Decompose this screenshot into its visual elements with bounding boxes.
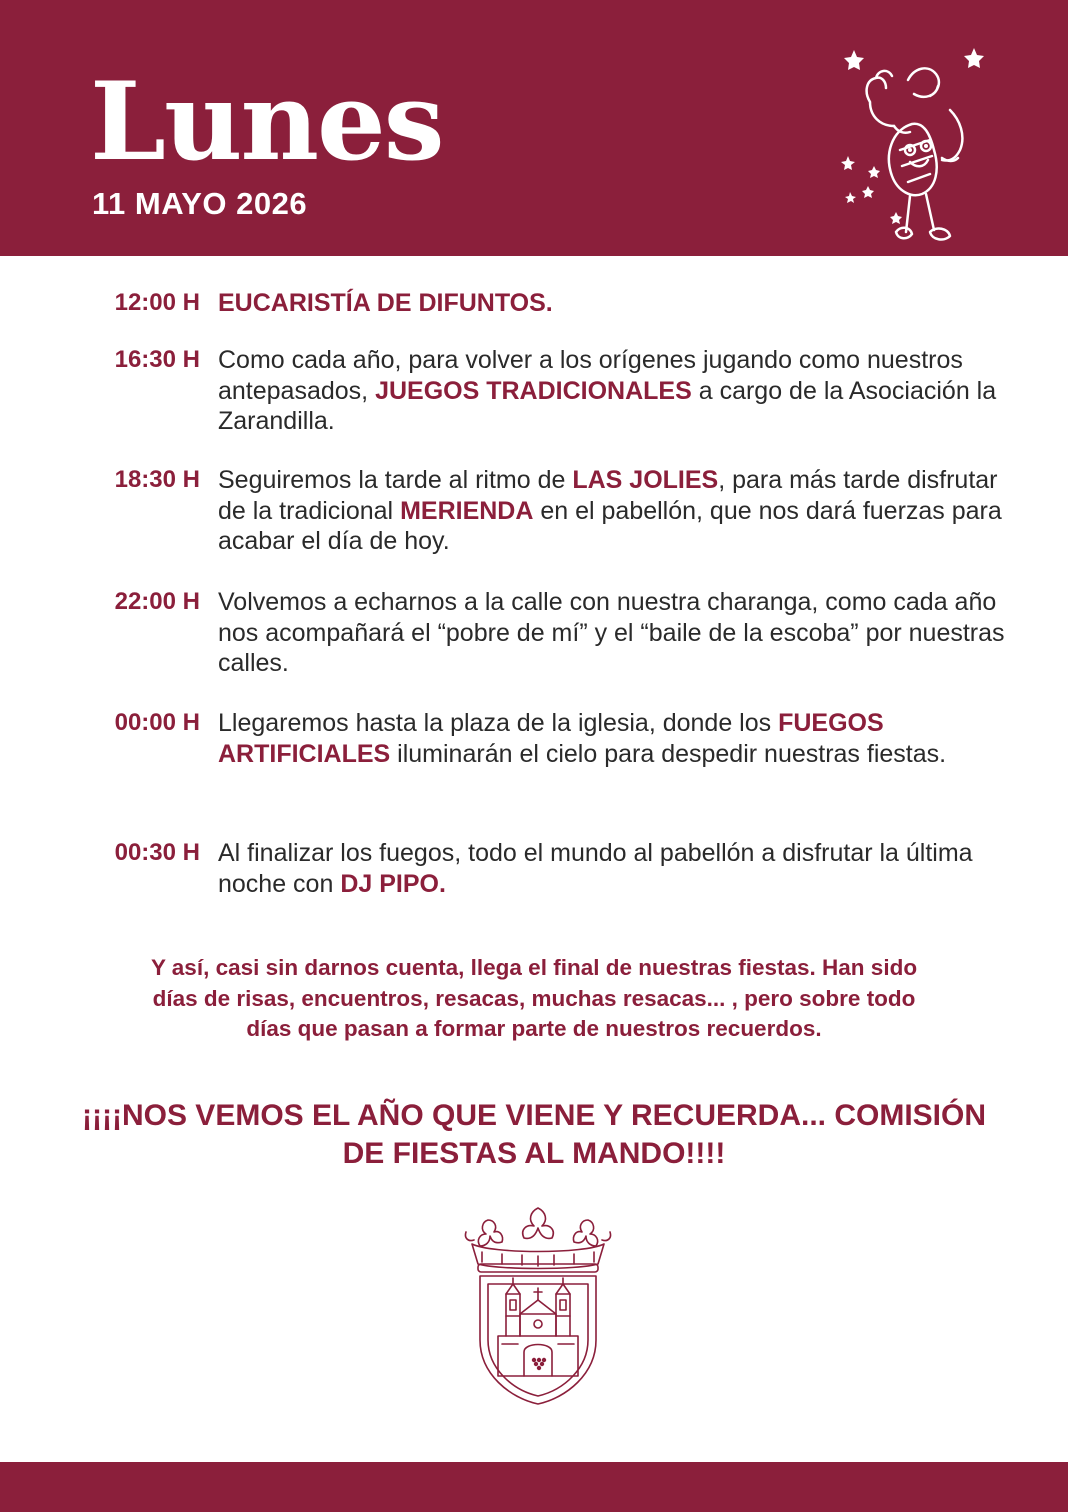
star-icon <box>868 166 880 178</box>
event-highlight: FUEGOS ARTIFICIALES <box>218 709 884 768</box>
star-icon <box>890 212 902 224</box>
star-icon <box>862 186 874 198</box>
coat-of-arms-icon <box>458 1204 618 1408</box>
event-text: , para más tarde disfrutar de la tradicional <box>218 466 998 525</box>
event-highlight: LAS JOLIES <box>572 466 719 494</box>
event-time: 18:30 H <box>114 466 200 493</box>
event-text: Seguiremos la tarde al ritmo de <box>218 466 573 494</box>
event-text: iluminarán el cielo para despedir nuestras fiestas. <box>390 739 947 768</box>
star-icon <box>841 156 855 170</box>
star-icon <box>845 192 856 203</box>
mascot-illustration <box>830 40 1000 256</box>
event-time: 22:00 H <box>114 588 200 615</box>
event-time: 12:00 H <box>114 289 200 316</box>
event-highlight: DJ PIPO. <box>340 869 446 898</box>
farewell-slogan: ¡¡¡¡NOS VEMOS EL AÑO QUE VIENE Y RECUERDA... COMISIÓN DE FIESTAS AL MANDO!!!! <box>82 1099 986 1170</box>
event-time: 00:00 H <box>114 709 200 736</box>
event-description <box>218 465 1008 557</box>
event-text: Volvemos a echarnos a la calle con nuestra charanga, como cada año nos acompañará el “pobre de mí” y el “baile de la escoba” por nuestras calles. <box>218 588 1005 677</box>
event-text: Al finalizar los fuegos, todo el mundo al pabellón a disfrutar la última noche con <box>218 839 973 898</box>
event-text: Llegaremos hasta la plaza de la iglesia, donde los <box>218 709 779 737</box>
event-highlight: EUCARISTÍA DE DIFUNTOS. <box>218 289 553 317</box>
event-time: 00:30 H <box>114 839 200 866</box>
event-highlight: MERIENDA <box>400 496 534 525</box>
header-band <box>0 0 1068 256</box>
star-icon <box>964 48 984 68</box>
closing-message: Y así, casi sin darnos cuenta, llega el final de nuestras fiestas. Han sido días de risas, encuentros, resacas, muchas resacas... , pero sobre todo días que pasan a formar parte de nuestros recuerdos. <box>150 955 918 1041</box>
event-text: Como cada año, para volver a los orígenes jugando como nuestros antepasados, <box>218 346 963 405</box>
event-time: 16:30 H <box>114 346 200 373</box>
event-description <box>218 838 1008 899</box>
footer-band <box>0 1462 1068 1512</box>
event-description <box>218 288 1008 319</box>
event-description <box>218 587 1008 679</box>
event-description <box>218 345 1008 437</box>
event-description <box>218 708 1008 769</box>
event-text: a cargo de la Asociación la Zarandilla. <box>218 376 997 435</box>
page-title: Lunes <box>90 59 443 185</box>
event-date: 11 MAYO 2026 <box>92 186 308 221</box>
star-icon <box>844 50 864 70</box>
event-highlight: JUEGOS TRADICIONALES <box>375 376 692 405</box>
event-text: en el pabellón, que nos dará fuerzas para acabar el día de hoy. <box>218 496 1002 555</box>
